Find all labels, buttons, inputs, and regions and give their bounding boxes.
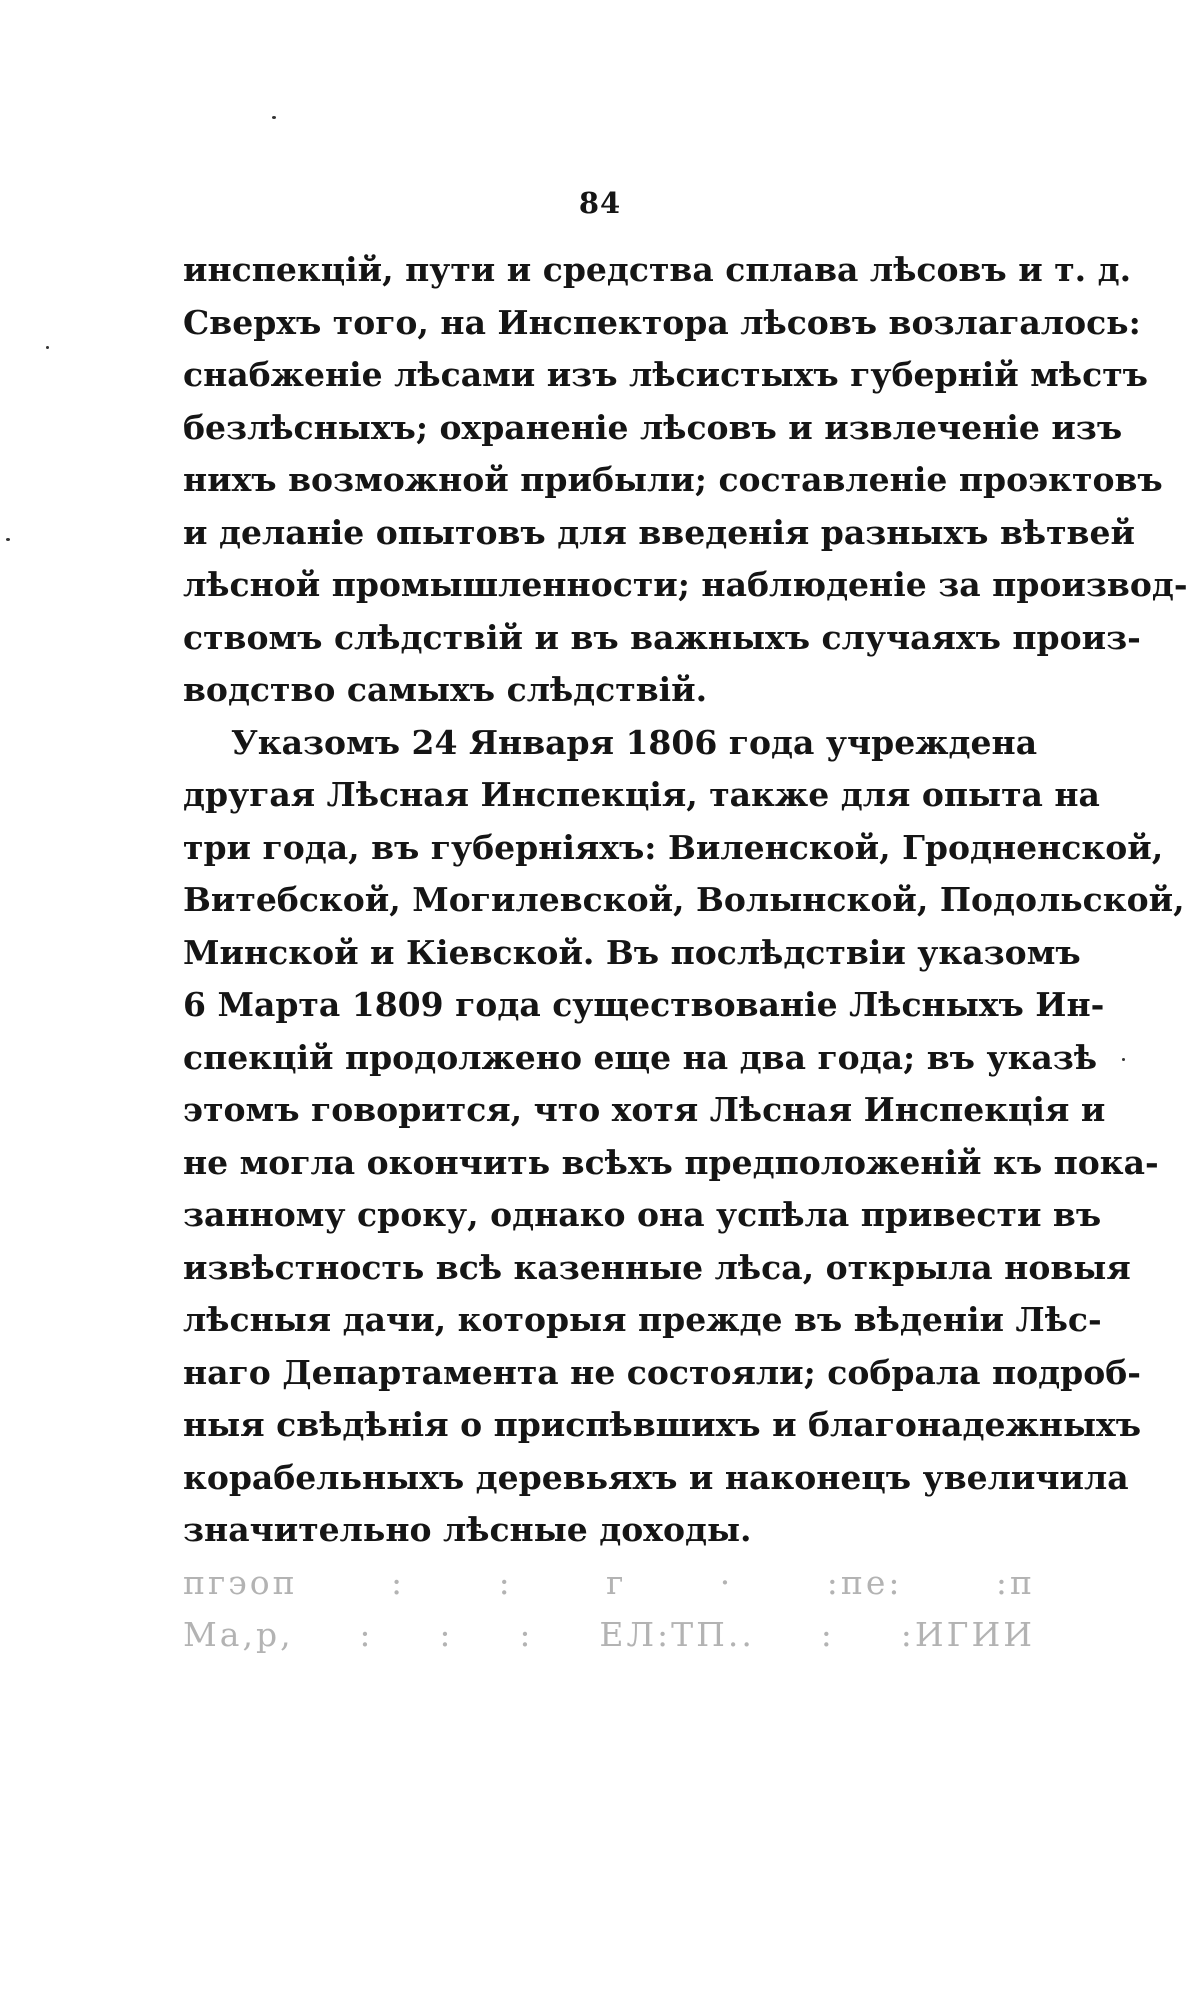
ink-speck xyxy=(272,116,276,119)
text-line: другая Лѣсная Инспекція, также для опыта на xyxy=(183,775,1100,814)
text-line: ствомъ слѣдствій и въ важныхъ случаяхъ произ- xyxy=(183,617,1141,657)
text-line: спекцій продолжено еще на два года; въ указѣ xyxy=(183,1037,1098,1077)
page-number: 84 xyxy=(578,186,622,220)
text-line: три года, въ губерніяхъ: Виленской, Гродненской, xyxy=(183,827,1164,867)
text-line: безлѣсныхъ; охраненіе лѣсовъ и извлеченіе изъ xyxy=(183,407,1123,447)
text-line: Витебской, Могилевской, Волынской, Подольской, xyxy=(183,880,1185,919)
faded-text-line: пгэоп : : г · :пе: :п xyxy=(183,1562,1035,1602)
text-line: этомъ говорится, что хотя Лѣсная Инспекція и xyxy=(183,1090,1106,1129)
text-line: извѣстность всѣ казенные лѣса, открыла новыя xyxy=(183,1247,1131,1287)
text-line: лѣсной промышленности; наблюденіе за производ- xyxy=(183,565,1188,604)
text-line: Минской и Кіевской. Въ послѣдствіи указомъ xyxy=(183,932,1081,972)
text-line: инспекцій, пути и средства сплава лѣсовъ и т. д. xyxy=(183,250,1132,289)
text-line: наго Департамента не состояли; собрала подроб- xyxy=(183,1352,1141,1392)
text-line: и деланіе опытовъ для введенія разныхъ вѣтвей xyxy=(183,512,1135,552)
text-line: занному сроку, однако она успѣла привести въ xyxy=(183,1195,1102,1234)
ink-speck xyxy=(46,346,49,349)
text-line: снабженіе лѣсами изъ лѣсистыхъ губерній мѣстъ xyxy=(183,355,1148,394)
text-line: водство самыхъ слѣдствій. xyxy=(183,670,708,709)
ink-speck xyxy=(1122,1058,1125,1061)
text-line: не могла окончить всѣхъ предположеній къ пока- xyxy=(183,1142,1159,1182)
body-text xyxy=(183,244,1188,1662)
text-line: нихъ возможной прибыли; составленіе проэктовъ xyxy=(183,460,1163,499)
text-line: 6 Марта 1809 года существованіе Лѣсныхъ Ин- xyxy=(183,985,1105,1024)
text-line: лѣсныя дачи, которыя прежде въ вѣденіи Лѣс- xyxy=(183,1300,1102,1339)
paragraph-start-line: Указомъ 24 Января 1806 года учреждена xyxy=(231,722,1038,762)
faded-text-line: Ма,р, : : : ЕЛ:ТП.. : :ИГИИ xyxy=(183,1615,1035,1654)
ink-speck xyxy=(6,538,10,541)
text-line: корабельныхъ деревьяхъ и наконецъ увеличила xyxy=(183,1457,1129,1497)
text-line: ныя свѣдѣнія о приспѣвшихъ и благонадежныхъ xyxy=(183,1405,1142,1444)
text-line: Сверхъ того, на Инспектора лѣсовъ возлагалось: xyxy=(183,302,1141,342)
text-line: значительно лѣсные доходы. xyxy=(183,1510,752,1549)
